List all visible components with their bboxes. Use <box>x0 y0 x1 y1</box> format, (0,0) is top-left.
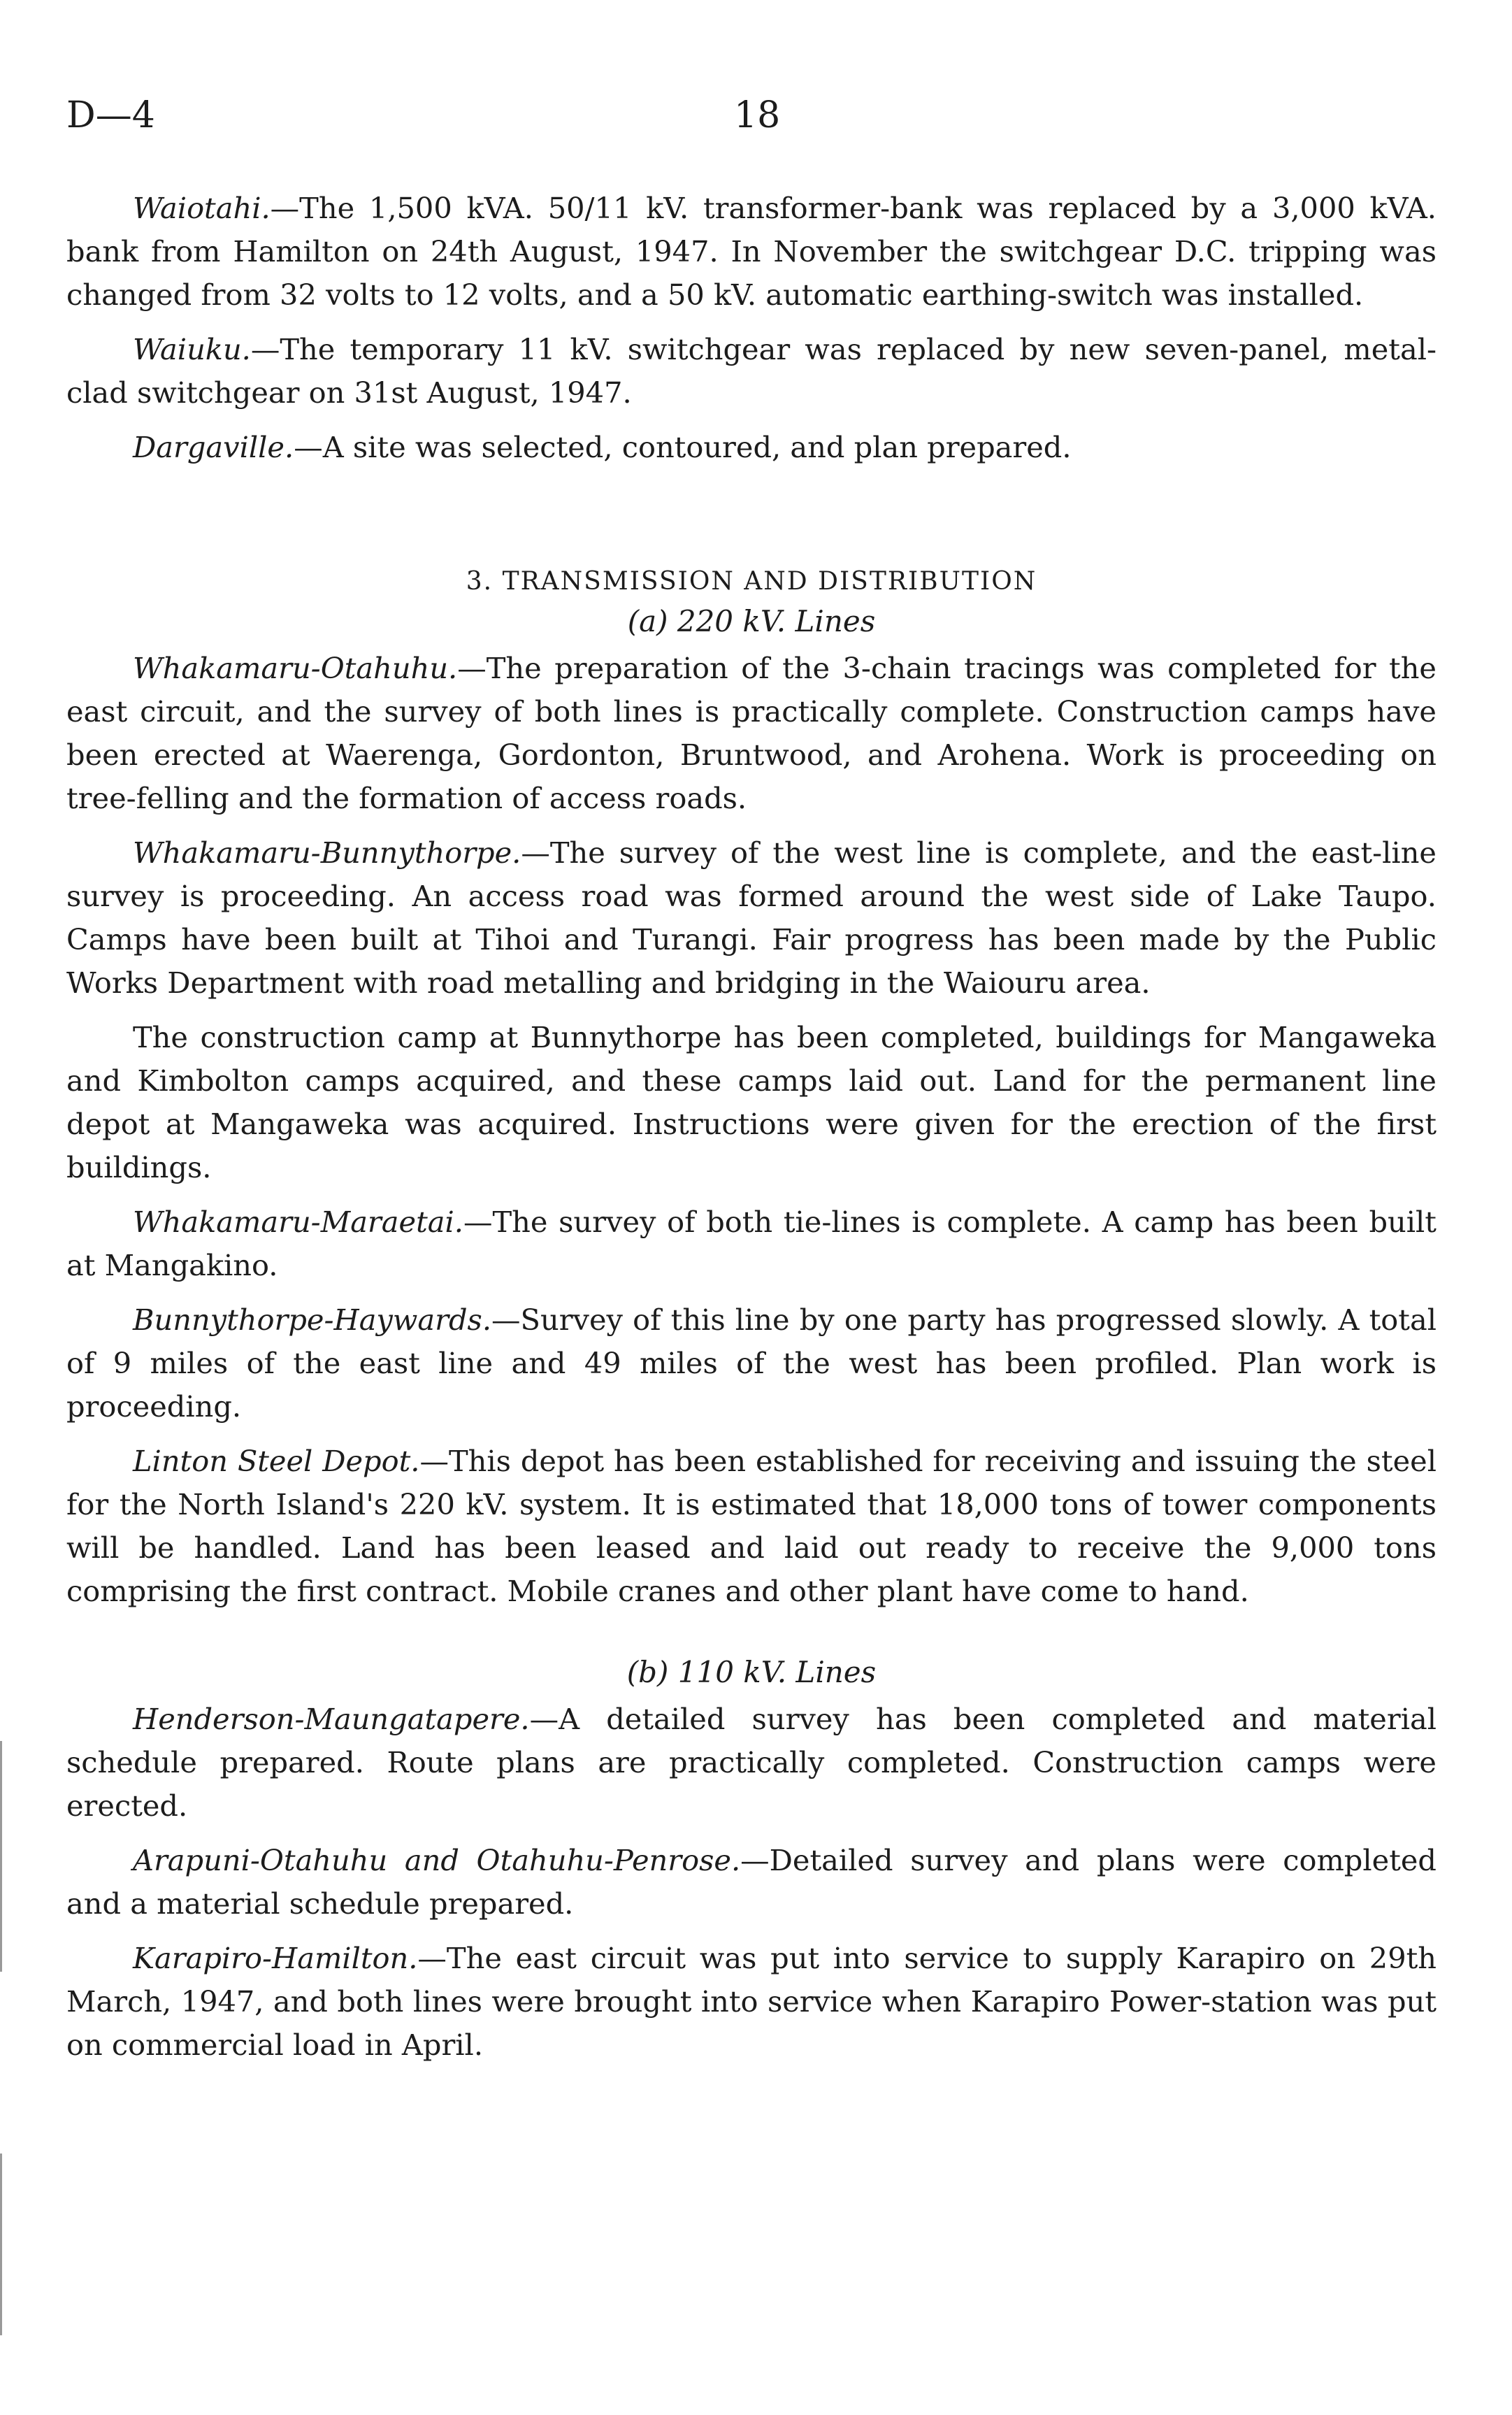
paragraph-text: —The 1,500 kVA. 50/11 kV. transformer-bank was replaced by a 3,000 kVA. bank from Hamilton on 24th August, 1947. In November the switchgear D.C. tripping was changed from 32 volts to 12 volts, and a 50 kV. automatic earthing-switch was installed. <box>66 191 1437 312</box>
substation-notes <box>66 187 1437 469</box>
paragraph-title: Waiotahi. <box>133 191 271 225</box>
paragraph-text: The construction camp at Bunnythorpe has been completed, buildings for Mangaweka and Kimbolton camps acquired, and these camps laid out. Land for the permanent line depot at Mangaweka was acquired. Instructions were given for the erection of the first buildings. <box>66 1020 1437 1184</box>
section-heading <box>66 567 1437 596</box>
paragraph-arapuni-otahuhu <box>66 1839 1437 1926</box>
paragraph-henderson-maungatapere <box>66 1698 1437 1828</box>
paragraph-title: Arapuni-Otahuhu and Otahuhu-Penrose. <box>133 1843 741 1877</box>
paragraph-text: —A detailed survey has been completed and material schedule prepared. Route plans are practically completed. Construction camps were erected. <box>66 1702 1437 1823</box>
paragraph-title: Whakamaru-Otahuhu. <box>133 651 458 685</box>
lines-220kv <box>66 647 1437 1613</box>
paragraph-waiuku <box>66 328 1437 415</box>
paragraph-text: —The temporary 11 kV. switchgear was replaced by new seven-panel, metal-clad switchgear on 31st August, 1947. <box>66 332 1437 410</box>
paragraph-whakamaru-otahuhu <box>66 647 1437 820</box>
paragraph-whakamaru-maraetai <box>66 1201 1437 1287</box>
paragraph-waiotahi <box>66 187 1437 317</box>
paragraph-title: Henderson-Maungatapere. <box>133 1702 530 1736</box>
document-reference: D—4 <box>66 94 155 136</box>
subheading-110kv: (b) 110 kV. Lines <box>626 1655 877 1689</box>
paragraph-text: —Detailed survey and plans were completed and a material schedule prepared. <box>66 1843 1437 1921</box>
paragraph-text: —A site was selected, contoured, and plan prepared. <box>294 430 1072 464</box>
paragraph-linton-steel-depot <box>66 1440 1437 1613</box>
document-page <box>66 94 1437 2067</box>
page-header <box>66 94 1437 150</box>
paragraph-text: —Survey of this line by one party has progressed slowly. A total of 9 miles of the east line and 49 miles of the west has been profiled. Plan work is proceeding. <box>66 1303 1437 1424</box>
paragraph-text: —The survey of the west line is complete, and the east-line survey is proceeding. An access road was formed around the west side of Lake Taupo. Camps have been built at Tihoi and Turangi. Fair progress has been made by the Public Works Department with road metalling and bridging in the Waiouru area. <box>66 836 1437 1000</box>
subheading-220kv: (a) 220 kV. Lines <box>627 604 876 638</box>
paragraph-title: Karapiro-Hamilton. <box>133 1941 418 1975</box>
paragraph-text: —The east circuit was put into service to supply Karapiro on 29th March, 1947, and both lines were brought into service when Karapiro Power-station was put on commercial load in April. <box>66 1941 1437 2062</box>
paragraph-text: —The survey of both tie-lines is complete. A camp has been built at Mangakino. <box>66 1205 1437 1282</box>
page-number: 18 <box>734 94 781 136</box>
paragraph-karapiro-hamilton <box>66 1937 1437 2067</box>
paragraph-title: Linton Steel Depot. <box>133 1444 420 1478</box>
paragraph-title: Whakamaru-Maraetai. <box>133 1205 463 1239</box>
scan-edge-line-upper <box>0 1741 2 1972</box>
paragraph-text: —The preparation of the 3-chain tracings was completed for the east circuit, and the survey of both lines is practically complete. Construction camps have been erected at Waerenga, Gordonton, Bruntwood, and Arohena. Work is proceeding on tree-felling and the formation of access roads. <box>66 651 1437 815</box>
paragraph-title: Whakamaru-Bunnythorpe. <box>133 836 521 870</box>
paragraph-text: —This depot has been established for receiving and issuing the steel for the North Island's 220 kV. system. It is estimated that 18,000 tons of tower components will be handled. Land has been leased and laid out ready to receive the 9,000 tons comprising the first contract. Mobile cranes and other plant have come to hand. <box>66 1444 1437 1608</box>
paragraph-title: Waiuku. <box>133 332 251 366</box>
paragraph-title: Bunnythorpe-Haywards. <box>133 1303 492 1337</box>
paragraph-dargaville <box>66 426 1437 469</box>
section-title: TRANSMISSION AND DISTRIBUTION <box>502 567 1037 596</box>
section-number: 3. <box>466 567 503 596</box>
scan-edge-line-lower <box>0 2154 2 2335</box>
paragraph-whakamaru-bunnythorpe <box>66 831 1437 1005</box>
paragraph-construction-camp <box>66 1016 1437 1189</box>
lines-110kv <box>66 1698 1437 2067</box>
paragraph-title: Dargaville. <box>133 430 294 464</box>
paragraph-bunnythorpe-haywards <box>66 1298 1437 1428</box>
